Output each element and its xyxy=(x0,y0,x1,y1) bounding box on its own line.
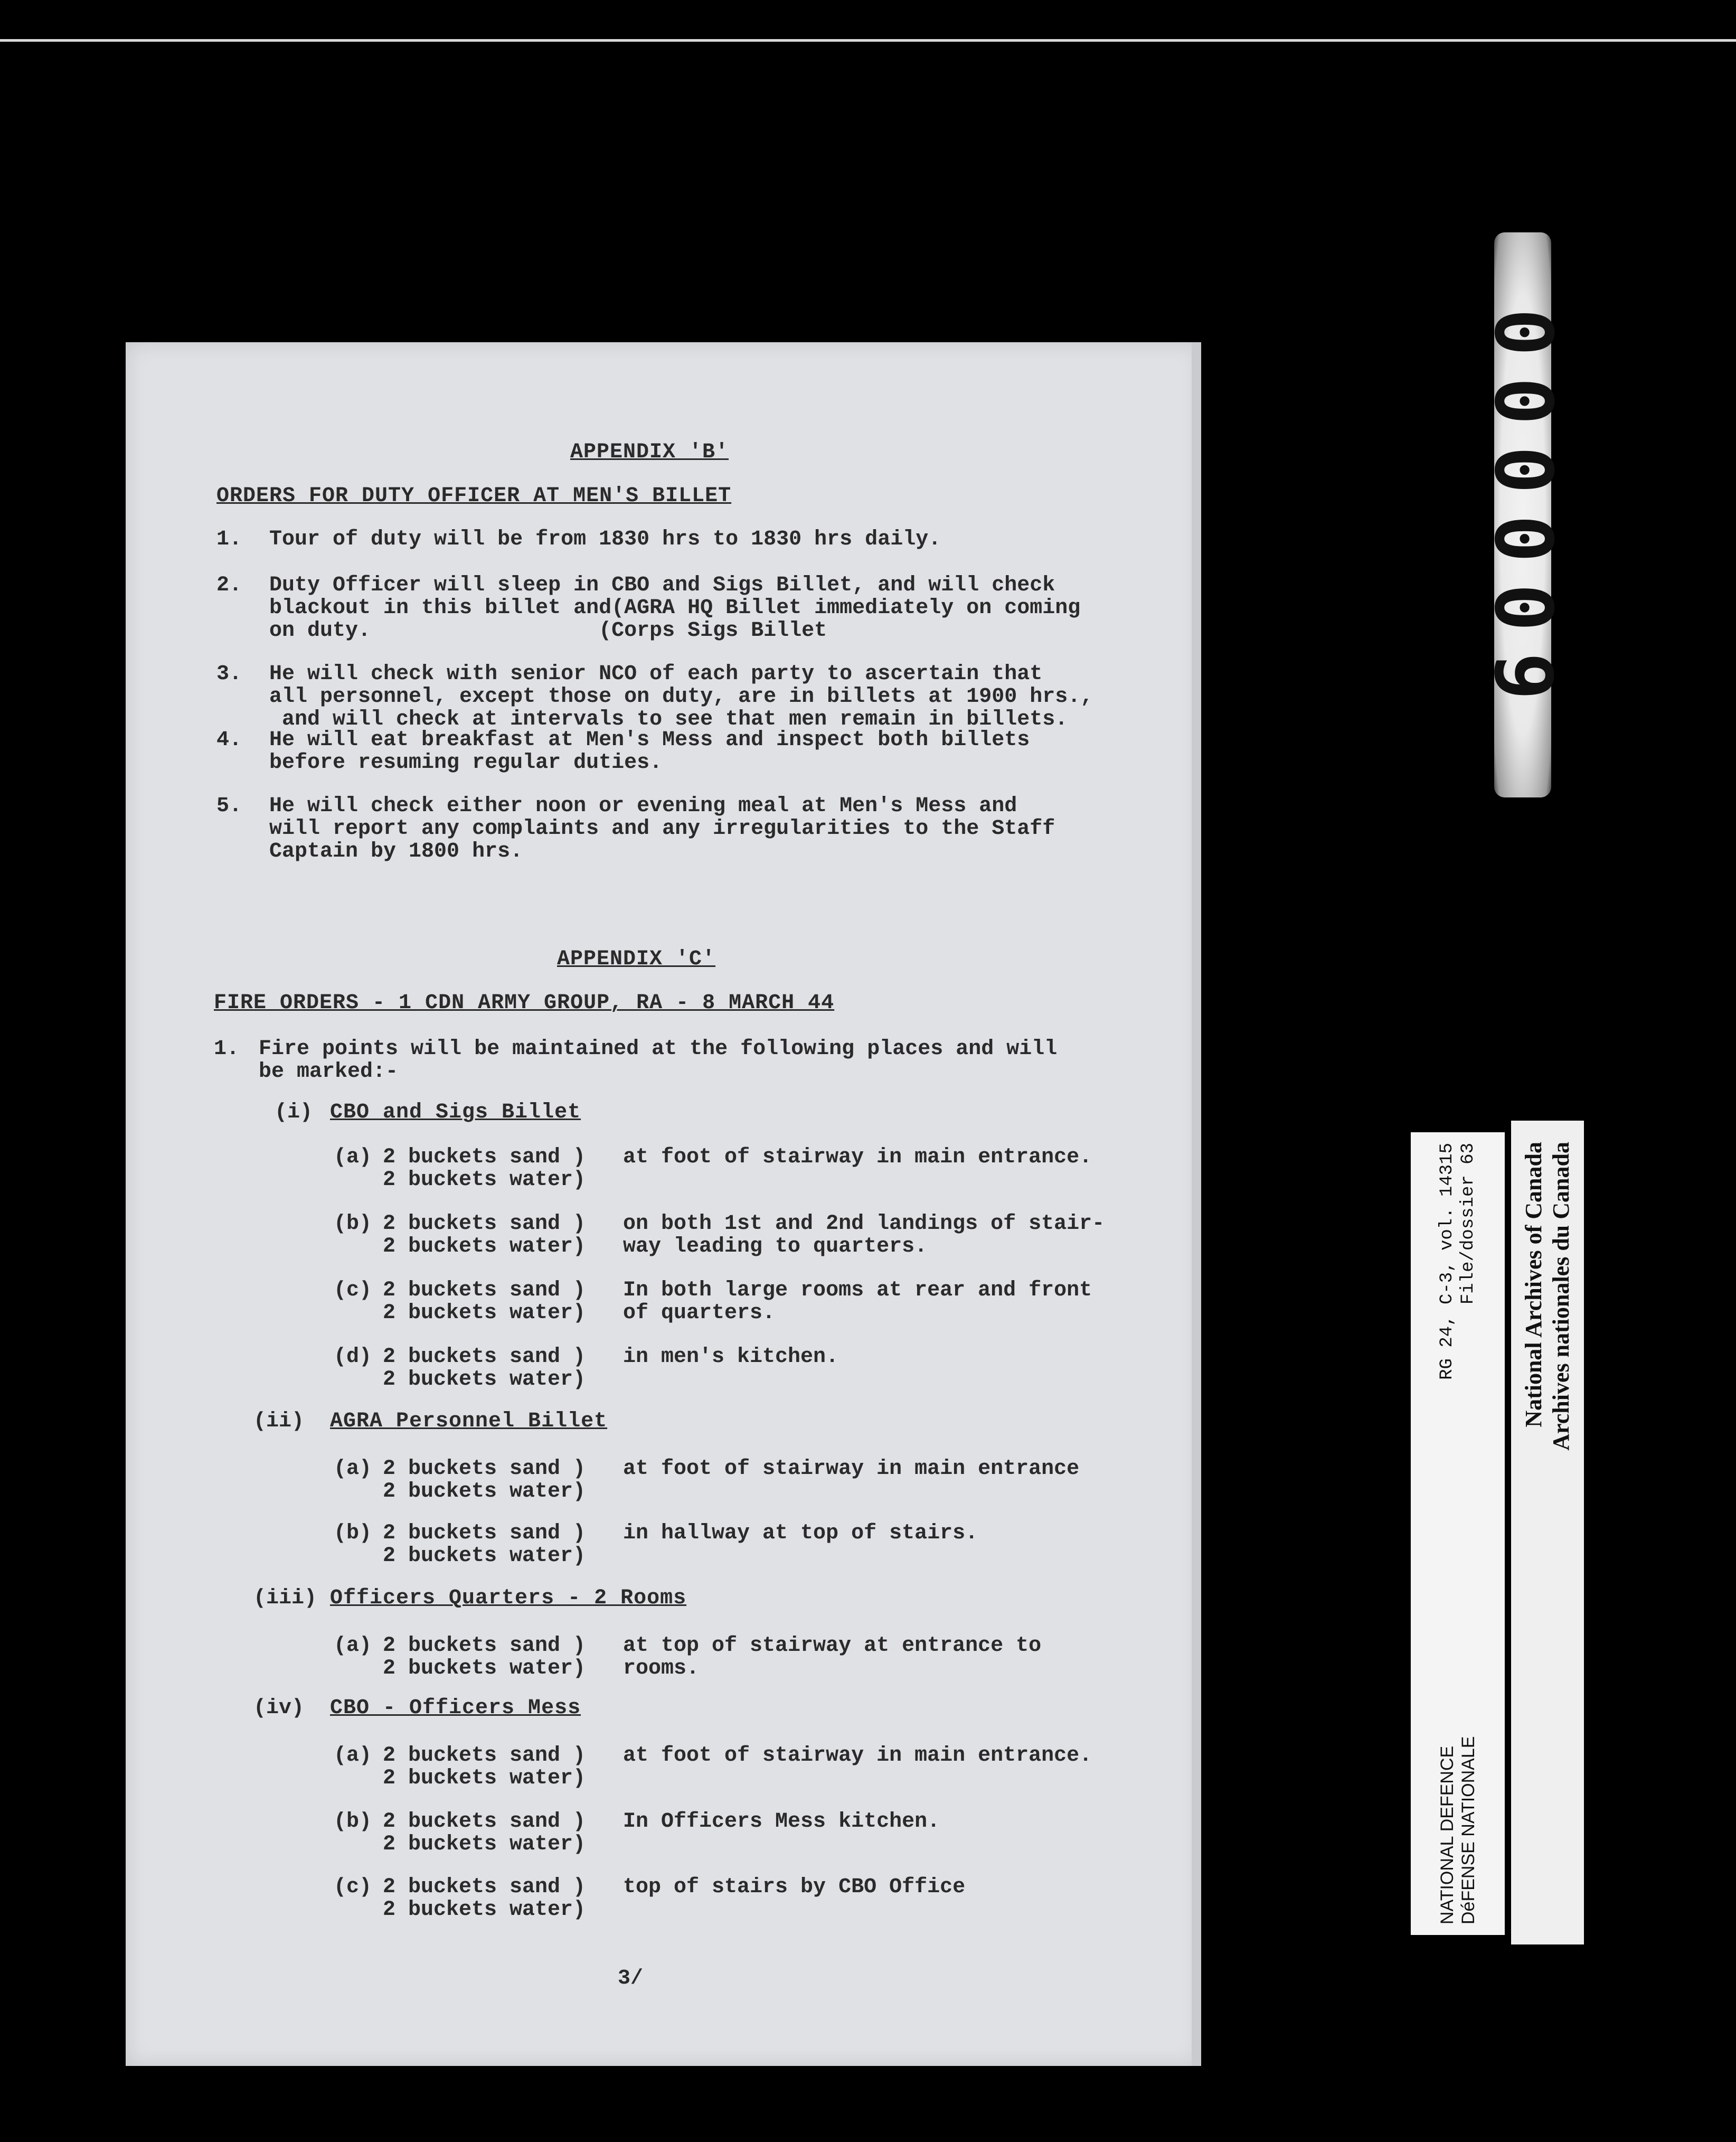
appendix-c-title: APPENDIX 'C' xyxy=(557,947,716,971)
defence-line-2: DéFENSE NATIONALE xyxy=(1458,1736,1478,1924)
section-title: CBO and Sigs Billet xyxy=(330,1101,581,1124)
item-number: 1. xyxy=(216,528,242,551)
section-title: CBO - Officers Mess xyxy=(330,1696,581,1720)
entry-letter: (b) xyxy=(334,1521,372,1545)
bucket-line: 2 buckets water) xyxy=(383,1657,586,1680)
location-line: rooms. xyxy=(623,1657,700,1680)
location-line: at top of stairway at entrance to xyxy=(623,1634,1042,1658)
bucket-line: 2 buckets water) xyxy=(383,1544,586,1568)
section-number: (iii) xyxy=(253,1586,317,1610)
bucket-line: 2 buckets sand ) xyxy=(383,1810,586,1834)
bucket-line: 2 buckets water) xyxy=(383,1301,586,1325)
item-number: 3. xyxy=(216,662,242,686)
item-line: Captain by 1800 hrs. xyxy=(269,840,523,863)
bucket-line: 2 buckets water) xyxy=(383,1368,586,1392)
bucket-line: 2 buckets water) xyxy=(383,1235,586,1258)
defence-line-1: NATIONAL DEFENCE xyxy=(1437,1745,1457,1924)
section-number: (i) xyxy=(275,1101,313,1124)
item-line: He will check either noon or evening meal at Men's Mess and xyxy=(269,794,1017,818)
page-marker: 3/ xyxy=(618,1967,644,1990)
archive-file: File/dossier 63 xyxy=(1458,1143,1478,1305)
bucket-line: 2 buckets sand ) xyxy=(383,1345,586,1369)
location-line: In both large rooms at rear and front xyxy=(623,1279,1092,1302)
section-title: Officers Quarters - 2 Rooms xyxy=(330,1586,687,1610)
bucket-line: 2 buckets sand ) xyxy=(383,1875,586,1899)
entry-letter: (b) xyxy=(334,1810,372,1834)
item-line: He will check with senior NCO of each party to ascertain that xyxy=(269,662,1043,686)
section-number: (iv) xyxy=(253,1696,305,1720)
bucket-line: 2 buckets sand ) xyxy=(383,1521,586,1545)
entry-letter: (d) xyxy=(334,1345,372,1369)
entry-letter: (a) xyxy=(334,1145,372,1169)
section-title: AGRA Personnel Billet xyxy=(330,1410,608,1433)
location-line: of quarters. xyxy=(623,1301,776,1325)
item-line: will report any complaints and any irregularities to the Staff xyxy=(269,817,1055,841)
item-line: Fire points will be maintained at the following places and will xyxy=(259,1037,1058,1061)
bucket-line: 2 buckets water) xyxy=(383,1480,586,1504)
archive-reference: RG 24, C-3, vol. 14315 xyxy=(1437,1143,1457,1380)
item-line: and will check at intervals to see that men remain in billets. xyxy=(269,708,1068,731)
item-line: on duty. (Corps Sigs Billet xyxy=(269,619,827,643)
entry-letter: (a) xyxy=(334,1634,372,1658)
entry-letter: (c) xyxy=(334,1875,372,1899)
item-line: Tour of duty will be from 1830 hrs to 1830 hrs daily. xyxy=(269,528,941,551)
entry-letter: (c) xyxy=(334,1279,372,1302)
location-line: at foot of stairway in main entrance xyxy=(623,1457,1080,1481)
frame-number: 000009 xyxy=(1477,308,1569,721)
bucket-line: 2 buckets water) xyxy=(383,1898,586,1922)
location-line: in hallway at top of stairs. xyxy=(623,1521,978,1545)
page-edge xyxy=(1192,342,1201,2066)
national-defence-label xyxy=(1411,1132,1505,1935)
item-number: 5. xyxy=(216,794,242,818)
bucket-line: 2 buckets water) xyxy=(383,1767,586,1790)
appendix-b-title: APPENDIX 'B' xyxy=(570,440,729,464)
appendix-c-heading: FIRE ORDERS - 1 CDN ARMY GROUP, RA - 8 MARCH 44 xyxy=(214,991,835,1015)
item-number: 1. xyxy=(214,1037,240,1061)
section-number: (ii) xyxy=(253,1410,305,1433)
item-line: be marked:- xyxy=(259,1060,399,1084)
bucket-line: 2 buckets water) xyxy=(383,1168,586,1192)
item-line: He will eat breakfast at Men's Mess and inspect both billets xyxy=(269,728,1030,752)
item-line: blackout in this billet and(AGRA HQ Billet immediately on coming xyxy=(269,596,1081,620)
archives-line-1: National Archives of Canada xyxy=(1521,1142,1546,1427)
bucket-line: 2 buckets sand ) xyxy=(383,1634,586,1658)
item-line: all personnel, except those on duty, are in billets at 1900 hrs., xyxy=(269,685,1093,709)
location-line: at foot of stairway in main entrance. xyxy=(623,1145,1092,1169)
archives-canada-label xyxy=(1511,1121,1584,1944)
bucket-line: 2 buckets water) xyxy=(383,1833,586,1856)
item-number: 4. xyxy=(216,728,242,752)
bucket-line: 2 buckets sand ) xyxy=(383,1145,586,1169)
appendix-b-heading: ORDERS FOR DUTY OFFICER AT MEN'S BILLET xyxy=(216,484,732,508)
bucket-line: 2 buckets sand ) xyxy=(383,1744,586,1768)
location-line: top of stairs by CBO Office xyxy=(623,1875,966,1899)
location-line: at foot of stairway in main entrance. xyxy=(623,1744,1092,1768)
location-line: on both 1st and 2nd landings of stair- xyxy=(623,1212,1105,1236)
item-line: before resuming regular duties. xyxy=(269,751,663,775)
item-number: 2. xyxy=(216,574,242,597)
bucket-line: 2 buckets sand ) xyxy=(383,1457,586,1481)
location-line: in men's kitchen. xyxy=(623,1345,839,1369)
location-line: way leading to quarters. xyxy=(623,1235,928,1258)
bucket-line: 2 buckets sand ) xyxy=(383,1279,586,1302)
entry-letter: (a) xyxy=(334,1457,372,1481)
archives-line-2: Archives nationales du Canada xyxy=(1548,1142,1574,1451)
bucket-line: 2 buckets sand ) xyxy=(383,1212,586,1236)
item-line: Duty Officer will sleep in CBO and Sigs Billet, and will check xyxy=(269,574,1055,597)
frame-number-tab xyxy=(1477,232,1569,797)
entry-letter: (b) xyxy=(334,1212,372,1236)
location-line: In Officers Mess kitchen. xyxy=(623,1810,940,1834)
film-edge-line xyxy=(0,39,1736,42)
entry-letter: (a) xyxy=(334,1744,372,1768)
